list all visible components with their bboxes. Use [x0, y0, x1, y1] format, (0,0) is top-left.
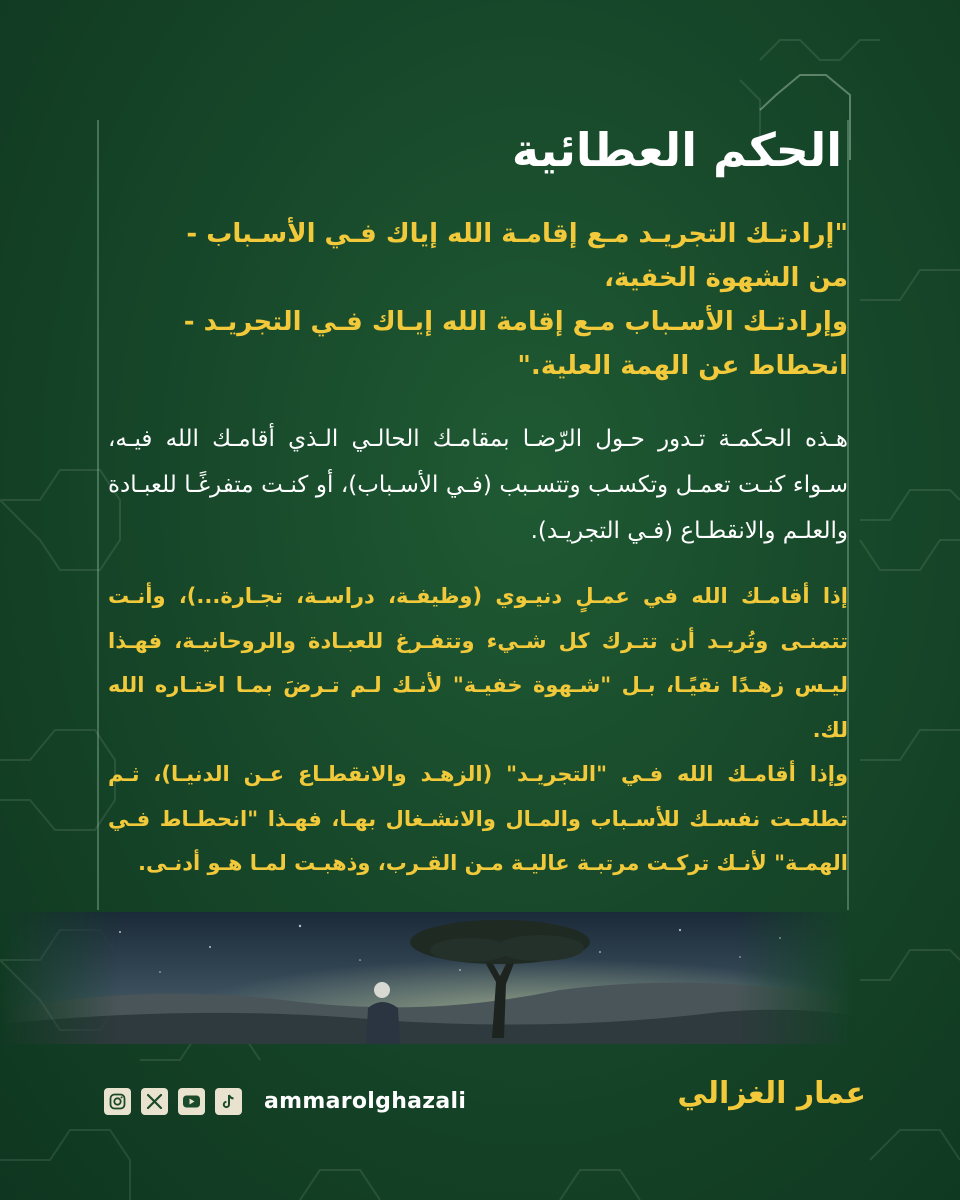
page-title: الحكم العطائية — [511, 123, 842, 177]
social-footer — [104, 1081, 466, 1121]
quote-line-4: انحطاط عن الهمة العلية." — [517, 351, 848, 381]
instagram-icon[interactable] — [104, 1088, 131, 1115]
desert-night-banner — [0, 912, 855, 1044]
detail-section — [108, 574, 848, 886]
brand-logo: عمار الغزالي — [677, 1076, 866, 1111]
youtube-icon[interactable] — [178, 1088, 205, 1115]
quote-line-1: "إرادتـك التجريـد مـع إقامـة الله إياك فـي الأسـباب - — [186, 219, 848, 249]
detail-paragraph-1: إذا أقامـك الله في عمـلٍ دنيـوي (وظيفـة، دراسـة، تجـارة...)، وأنـت تتمنـى وتُريـد أن تتـرك كل شـيء وتتفـرغ للعبـادة والروحانيـة، فهـذا ليـس زهـدًا نقيًـا، بـل "شـهوة خفيـة" لأنـك لـم تـرضَ بمـا اختـاره الله لك. — [108, 584, 848, 742]
explanation-paragraph: هـذه الحكمـة تـدور حـول الرّضـا بمقامـك الحالـي الـذي أقامـك الله فيـه، سـواء كنـت تعمـل وتكسـب وتتسـبب (فـي الأسـباب)، أو كنـت متفرغًـا للعبـادة والعلـم والانقطـاع (فـي التجريـد). — [108, 426, 848, 544]
detail-paragraph-2: وإذا أقامـك الله فـي "التجريـد" (الزهـد والانقطـاع عـن الدنيـا)، ثـم تطلعـت نفسـك للأسـباب والمـال والانشـغال بهـا، فهـذا "انحطـاط فـي الهمـة" لأنـك تركـت مرتبـة عاليـة مـن القـرب، وذهبـت لمـا هـو أدنـى. — [108, 762, 848, 875]
hikma-quote — [108, 212, 848, 388]
tiktok-icon[interactable] — [215, 1088, 242, 1115]
social-handle[interactable]: ammarolghazali — [264, 1088, 467, 1114]
x-icon[interactable] — [141, 1088, 168, 1115]
quote-line-3: وإرادتـك الأسـباب مـع إقامة الله إيـاك فـي التجريـد - — [183, 307, 848, 337]
quote-line-2: من الشهوة الخفية، — [604, 263, 848, 293]
